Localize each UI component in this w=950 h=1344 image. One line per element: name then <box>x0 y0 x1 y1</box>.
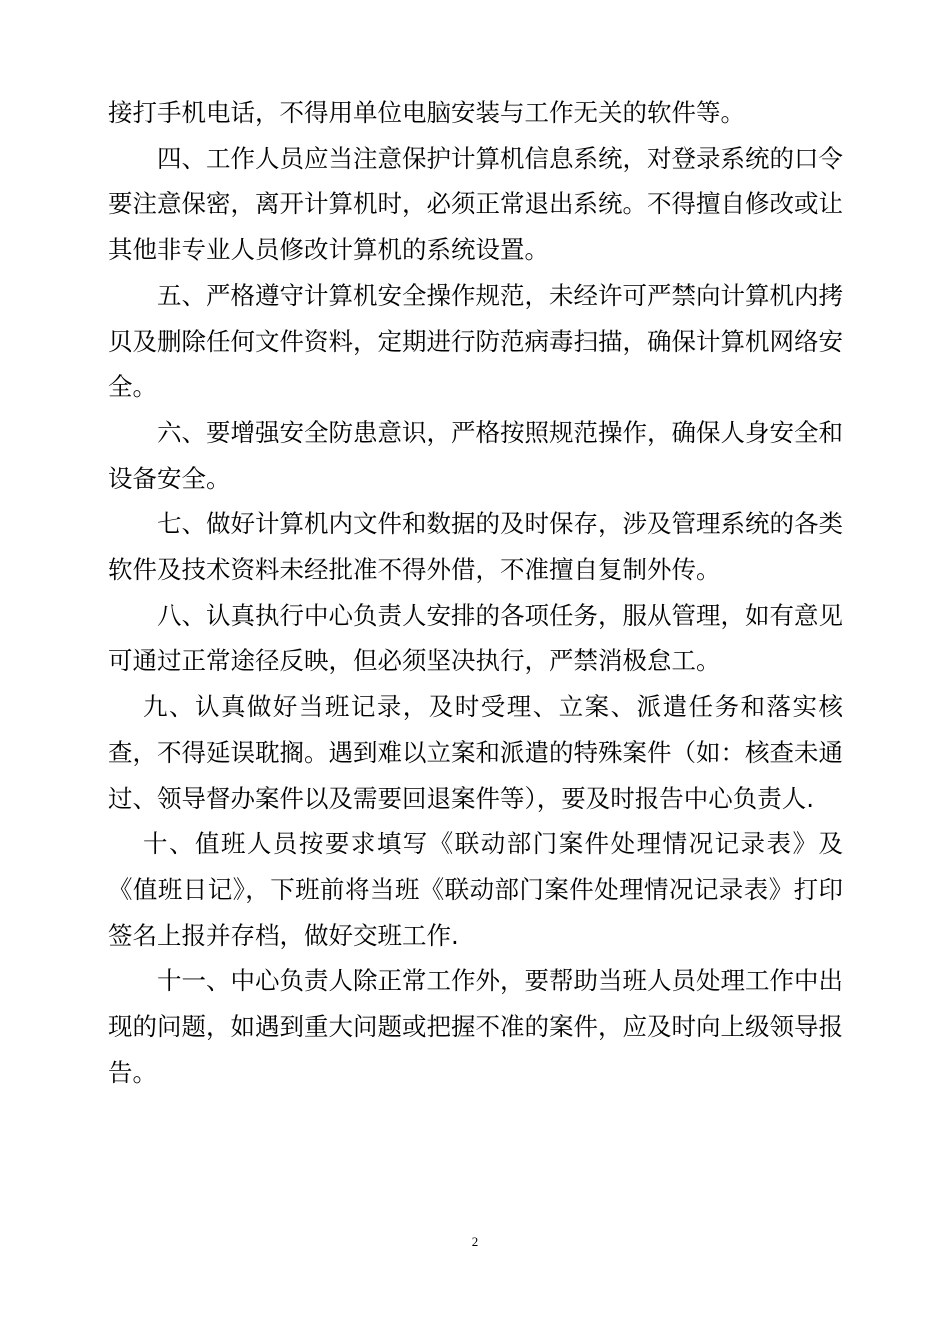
page-number: 2 <box>471 1234 479 1249</box>
paragraph-item-8: 八、认真执行中心负责人安排的各项任务，服从管理，如有意见可通过正常途径反映，但必须坚决执行，严禁消极怠工。 <box>108 600 843 676</box>
paragraph-item-7: 七、做好计算机内文件和数据的及时保存，涉及管理系统的各类软件及技术资料未经批准不得外借，不准擅自复制外传。 <box>108 509 843 585</box>
paragraph-item-5: 五、严格遵守计算机安全操作规范，未经许可严禁向计算机内拷贝及删除任何文件资料，定期进行防范病毒扫描，确保计算机网络安全。 <box>108 280 843 402</box>
paragraph-item-4: 四、工作人员应当注意保护计算机信息系统，对登录系统的口令要注意保密，离开计算机时，必须正常退出系统。不得擅自修改或让其他非专业人员修改计算机的系统设置。 <box>108 143 843 265</box>
paragraph-continuation: 接打手机电话，不得用单位电脑安装与工作无关的软件等。 <box>108 98 745 127</box>
paragraph-item-9: 九、认真做好当班记录，及时受理、立案、派遣任务和落实核查，不得延误耽搁。遇到难以立案和派遣的特殊案件（如：核查未通过、领导督办案件以及需要回退案件等），要及时报告中心负责人. <box>108 692 843 813</box>
paragraph-item-6: 六、要增强安全防患意识，严格按照规范操作，确保人身安全和设备安全。 <box>108 417 843 493</box>
paragraph-item-10: 十、值班人员按要求填写《联动部门案件处理情况记录表》及《值班日记》，下班前将当班《联动部门案件处理情况记录表》打印签名上报并存档，做好交班工作. <box>108 829 843 950</box>
paragraph-item-11: 十一、中心负责人除正常工作外，要帮助当班人员处理工作中出现的问题，如遇到重大问题或把握不准的案件，应及时向上级领导报告。 <box>108 966 843 1087</box>
document-body <box>108 90 843 1095</box>
